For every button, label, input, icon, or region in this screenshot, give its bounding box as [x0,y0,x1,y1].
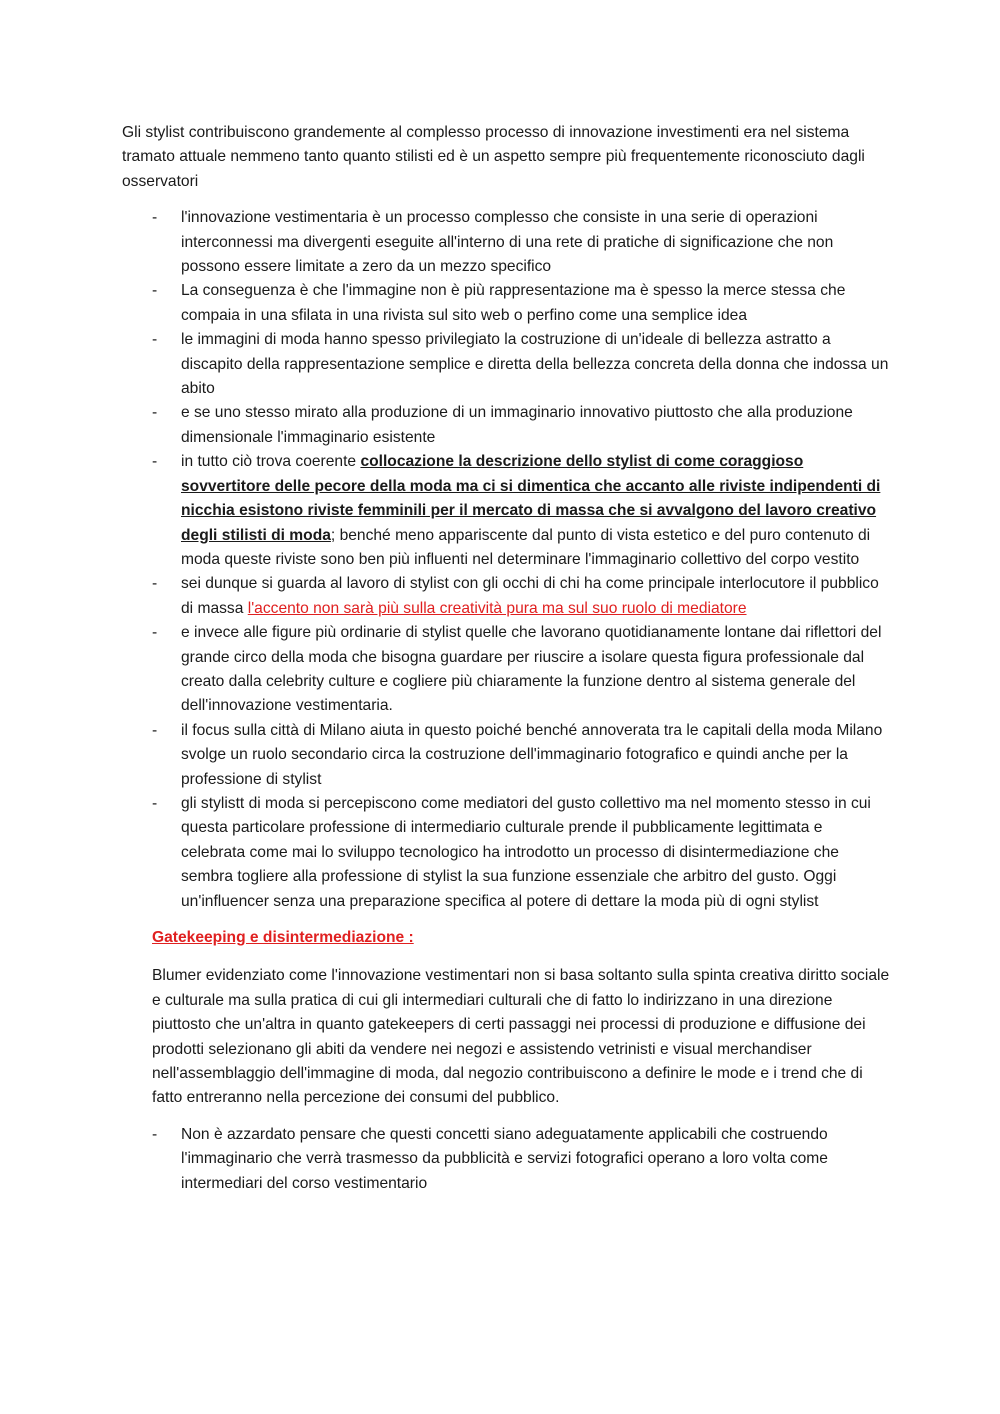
list-item [152,279,890,328]
section-paragraph: Blumer evidenziato come l'innovazione vestimentari non si basa soltanto sulla spinta creativa diritto sociale e culturale ma sulla pratica di cui gli intermediari culturali che di fatto lo indirizzano in una direzione piuttosto che un'altra in quanto gatekeepers di certi passaggi nei processi di produzione e diffusione dei prodotti selezionano gli abiti da vendere nei negozi e assistendo vetrinisti e visual merchandiser nell'assemblaggio dell'immagine di moda, dal negozio contribuiscono a definire le mode e i trend che di fatto entreranno nella percezione dei consumi del pubblico. [152,967,890,1107]
list-item-text: La conseguenza è che l'immagine non è più rappresentazione ma è spesso la merce stessa che compaia in una sfilata in una rivista sul sito web o perfino come una semplice idea [181,282,846,324]
bullet-marker: - [152,794,158,812]
list-item [152,450,890,572]
list-item-text: l'innovazione vestimentaria è un processo complesso che consiste in una serie di operazioni interconnessi ma divergenti eseguite all'interno di una rete di pratiche di significazione che non possono essere limitate a zero da un mezzo specifico [181,209,834,276]
list-item-text: e invece alle figure più ordinarie di stylist quelle che lavorano quotidianamente lontane dai riflettori del grande circo della moda che bisogna guardare per riuscire a isolare questa figura professionale dal creato dalla celebrity culture e cogliere più chiaramente la funzione dentro al sistema generale del dell'innovazione vestimentaria. [181,624,882,715]
bullet-marker: - [152,1125,158,1143]
list-item [152,328,890,401]
list-item [152,1123,890,1196]
list-item-text: e se uno stesso mirato alla produzione di un immaginario innovativo piuttosto che alla produzione dimensionale l'immaginario esistente [181,404,853,446]
bullet-marker: - [152,575,158,593]
list-item [152,206,890,279]
bullet-marker: - [152,404,158,422]
emphasized-text: collocazione la descrizione dello stylist di come coraggioso sovvertitore delle pecore della moda ma ci si dimentica che accanto alle riviste indipendenti di nicchia esistono riviste femminili per il mercato di massa che si avvalgono del lavoro creativo degli stilisti di moda [181,453,881,544]
section-bullet-list [122,1123,890,1196]
list-item-text-continued: ; benché meno appariscente dal punto di vista estetico e del puro contenuto di moda queste riviste sono ben più influenti nel determinare l'immaginario collettivo del corpo vestito [181,526,871,568]
bullet-marker: - [152,624,158,642]
bullet-list [122,206,890,914]
bullet-marker: - [152,721,158,739]
list-item-text: Non è azzardato pensare che questi concetti siano adeguatamente applicabili che costruendo l'immaginario che verrà trasmesso da pubblicità e servizi fotografici operano a loro volta come intermediari del corso vestimentario [181,1125,828,1192]
bullet-marker: - [152,453,158,471]
list-item [152,621,890,719]
intro-paragraph: Gli stylist contribuiscono grandemente al complesso processo di innovazione investimenti era nel sistema tramato attuale nemmeno tanto quanto stilisti ed è un aspetto sempre più frequentemente riconosciuto dagli osservatori [122,124,865,190]
list-item-text: il focus sulla città di Milano aiuta in questo poiché benché annoverata tra le capitali della moda Milano svolge un ruolo secondario circa la costruzione dell'immaginario fotografico e quindi anche per la professione di stylist [181,721,883,788]
list-item [152,719,890,792]
list-item [152,572,890,621]
list-item-text: gli stylistt di moda si percepiscono come mediatori del gusto collettivo ma nel momento stesso in cui questa particolare professione di intermediario culturale prende il pubblicamente legittimata e celebrata come mai lo sviluppo tecnologico ha introdotto un processo di disintermediazione che sembra togliere alla professione di stylist la sua funzione essenziale che arbitro del gusto. Oggi un'influencer senza una preparazione specifica al potere di dettare la moda più di ogni stylist [181,794,871,910]
bullet-marker: - [152,209,158,227]
list-item-text: le immagini di moda hanno spesso privilegiato la costruzione di un'ideale di bellezza astratto a discapito della rappresentazione semplice e diretta della bellezza concreta della donna che indossa un abito [181,331,889,398]
highlighted-text: l'accento non sarà più sulla creatività pura ma sul suo ruolo di mediatore [247,599,747,617]
section-heading: Gatekeeping e disintermediazione : [152,929,414,946]
list-item [152,792,890,914]
bullet-marker: - [152,282,158,300]
list-item-text: sei dunque si guarda al lavoro di stylist con gli occhi di chi ha come principale interlocutore il pubblico di massa [181,575,879,617]
list-item [152,401,890,450]
list-item-text: in tutto ciò trova coerente [181,453,361,471]
bullet-marker: - [152,331,158,349]
